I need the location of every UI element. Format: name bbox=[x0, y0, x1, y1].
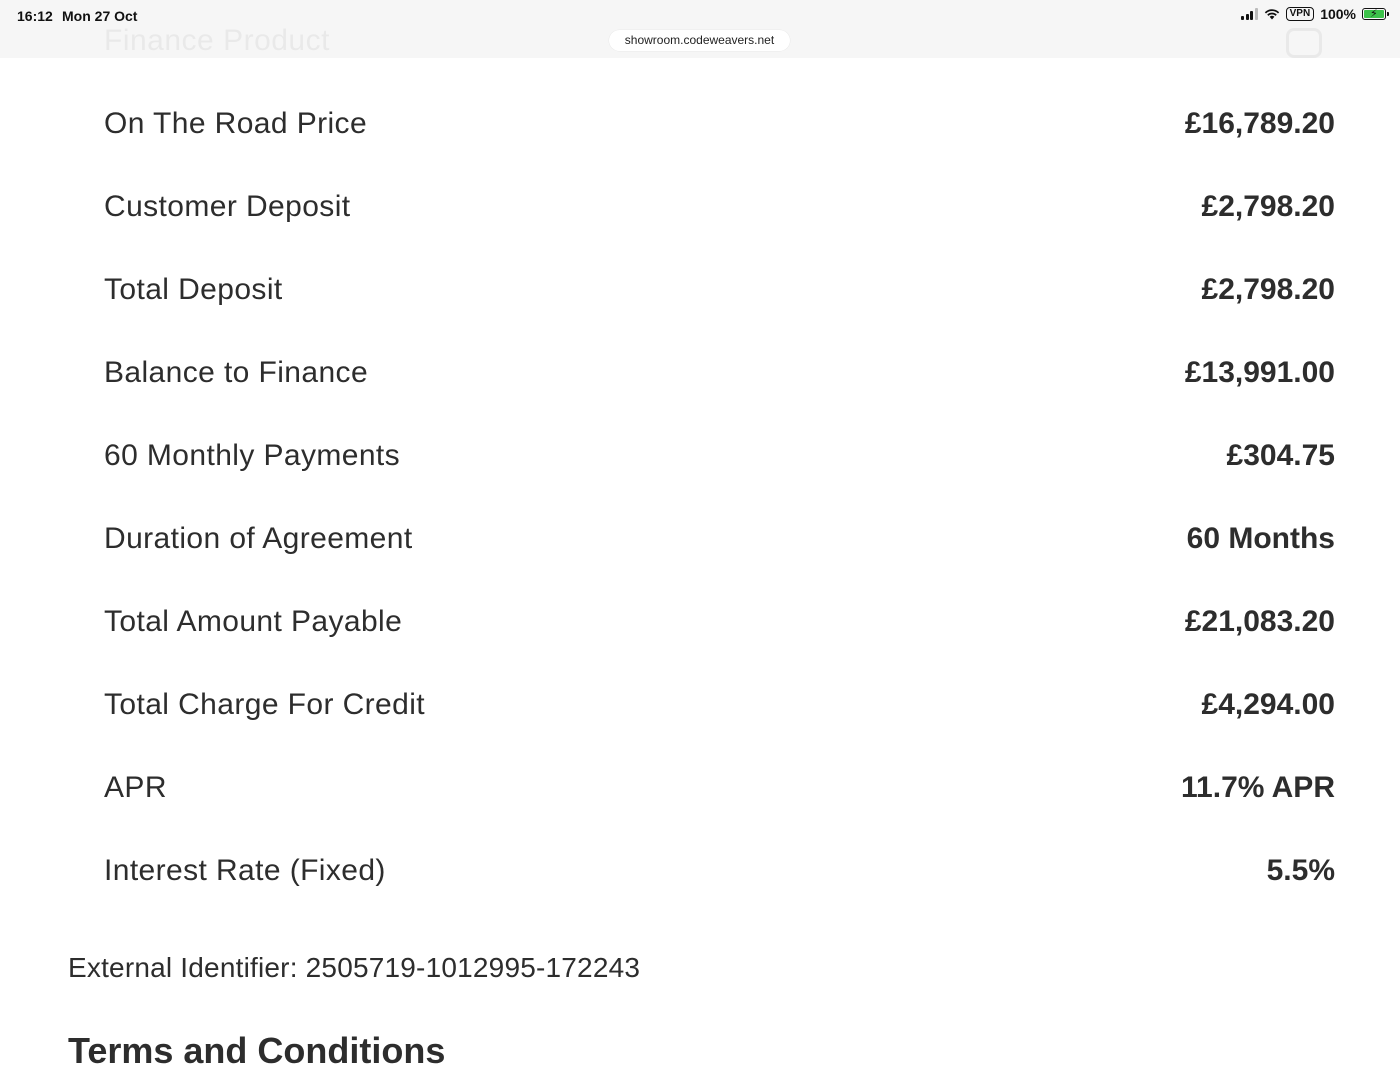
row-value: £13,991.00 bbox=[1184, 356, 1335, 389]
row-value: £21,083.20 bbox=[1184, 605, 1335, 638]
row-value: £2,798.20 bbox=[1201, 190, 1335, 223]
row-interest-rate bbox=[0, 830, 1400, 913]
row-label: On The Road Price bbox=[104, 107, 368, 140]
wifi-icon bbox=[1264, 8, 1280, 20]
row-value: 11.7% APR bbox=[1181, 771, 1335, 804]
row-label: APR bbox=[104, 771, 167, 804]
terms-heading: Terms and Conditions bbox=[68, 1030, 446, 1071]
row-label: Interest Rate (Fixed) bbox=[104, 854, 386, 887]
status-indicators bbox=[1241, 6, 1386, 22]
row-label: Total Deposit bbox=[104, 273, 283, 306]
row-label: Customer Deposit bbox=[104, 190, 351, 223]
page-title: Finance Product bbox=[104, 24, 330, 57]
battery-icon bbox=[1362, 8, 1386, 20]
row-value: £304.75 bbox=[1226, 439, 1335, 472]
row-label: Total Charge For Credit bbox=[104, 688, 425, 721]
row-value: £16,789.20 bbox=[1184, 107, 1335, 140]
charging-bolt-icon: ⚡ bbox=[1370, 8, 1378, 20]
vpn-badge: VPN bbox=[1286, 7, 1315, 21]
battery-percent: 100% bbox=[1320, 6, 1356, 22]
row-total-deposit bbox=[0, 249, 1400, 332]
row-balance-to-finance bbox=[0, 332, 1400, 415]
cellular-signal-icon bbox=[1241, 8, 1258, 20]
address-bar[interactable]: showroom.codeweavers.net bbox=[609, 30, 790, 51]
row-label: 60 Monthly Payments bbox=[104, 439, 401, 472]
row-label: Duration of Agreement bbox=[104, 522, 413, 555]
row-monthly-payments bbox=[0, 415, 1400, 498]
row-label: Total Amount Payable bbox=[104, 605, 403, 638]
row-on-the-road-price bbox=[0, 83, 1400, 166]
row-value: £2,798.20 bbox=[1201, 273, 1335, 306]
status-date: Mon 27 Oct bbox=[62, 8, 138, 24]
row-customer-deposit bbox=[0, 166, 1400, 249]
row-duration-of-agreement bbox=[0, 498, 1400, 581]
row-value: 60 Months bbox=[1186, 522, 1335, 555]
row-total-charge-for-credit bbox=[0, 664, 1400, 747]
row-label: Balance to Finance bbox=[104, 356, 369, 389]
row-total-amount-payable bbox=[0, 581, 1400, 664]
row-value: £4,294.00 bbox=[1201, 688, 1335, 721]
status-time: 16:12 bbox=[17, 8, 53, 24]
battery-tip bbox=[1387, 12, 1389, 16]
close-icon[interactable] bbox=[1286, 28, 1322, 58]
row-value: 5.5% bbox=[1266, 854, 1335, 887]
row-apr bbox=[0, 747, 1400, 830]
external-identifier: External Identifier: 2505719-1012995-172243 bbox=[68, 952, 641, 983]
